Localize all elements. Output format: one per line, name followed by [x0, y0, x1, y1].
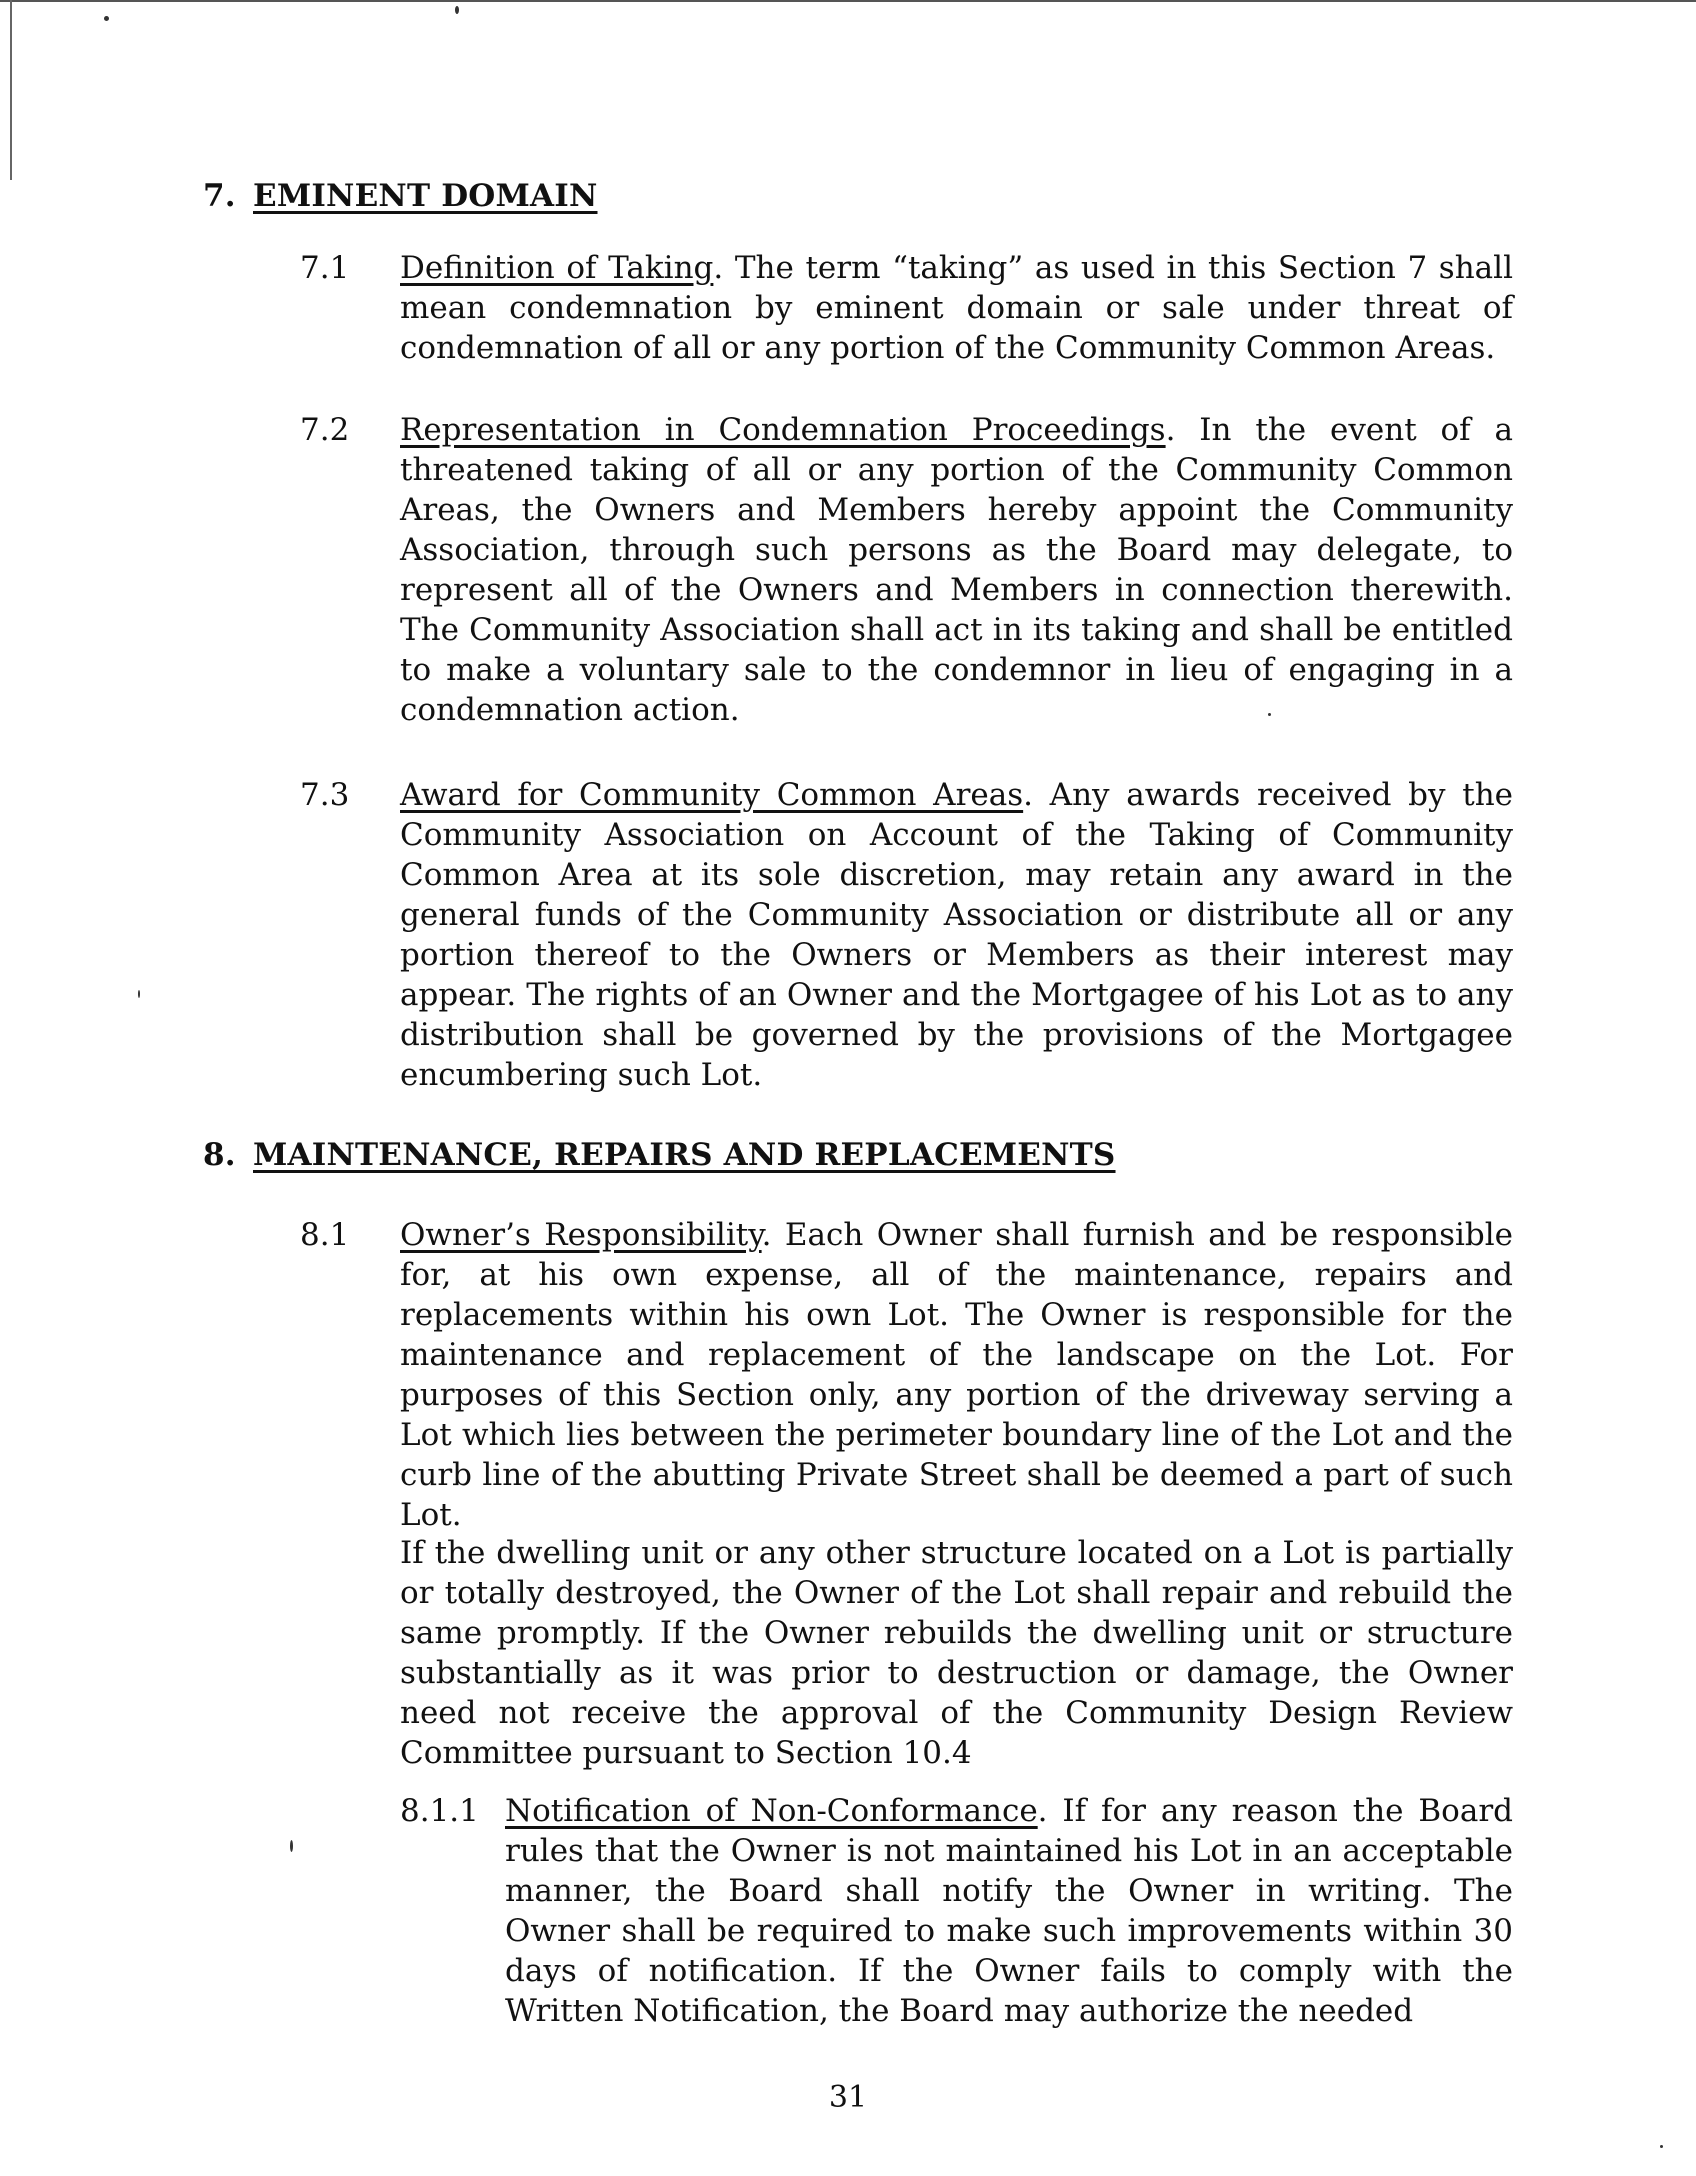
clause-7-2	[300, 410, 1513, 730]
clause-text: . Each Owner shall furnish and be responsible for, at his own expense, all of the maintenance, repairs and replacements within his own Lot. The Owner is responsible for the maintenance and replacement of the landscape on the Lot. For purposes of this Section only, any portion of the driveway serving a Lot which lies between the perimeter boundary line of the Lot and the curb line of the abutting Private Street shall be deemed a part of such Lot.	[400, 1217, 1513, 1533]
section-number: 7.	[203, 178, 236, 214]
clause-number: 7.1	[300, 250, 350, 286]
scan-speck	[1660, 2145, 1663, 2148]
clause-body	[400, 775, 1513, 1095]
clause-text: . If for any reason the Board rules that the Owner is not maintained his Lot in an acceptable manner, the Board shall notify the Owner in writing. The Owner shall be required to make such improvements within 30 days of notification. If the Owner fails to comply with the Written Notification, the Board may authorize the needed	[505, 1793, 1513, 2029]
section-7-heading	[203, 178, 598, 214]
clause-number: 8.1.1	[400, 1793, 479, 1829]
page-number: 31	[828, 2080, 868, 2115]
clause-title: Notification of Non-Conformance	[505, 1793, 1038, 1829]
clause-title: Award for Community Common Areas	[400, 777, 1024, 813]
clause-body	[400, 1215, 1513, 1535]
scan-speck	[104, 16, 109, 21]
section-number: 8.	[203, 1137, 236, 1173]
clause-title: Representation in Condemnation Proceedings	[400, 412, 1166, 448]
scan-speck	[455, 6, 459, 14]
clause-7-3	[300, 775, 1513, 1095]
clause-8-1-paragraph-2	[400, 1533, 1513, 1773]
scan-speck	[290, 1840, 293, 1852]
clause-8-1-1	[400, 1791, 1513, 2031]
section-title: EMINENT DOMAIN	[253, 178, 598, 214]
section-title: MAINTENANCE, REPAIRS AND REPLACEMENTS	[253, 1137, 1116, 1173]
scan-edge-left	[10, 0, 12, 180]
section-8-heading	[203, 1137, 1116, 1173]
clause-text: . Any awards received by the Community Association on Account of the Taking of Community Common Area at its sole discretion, may retain any award in the general funds of the Community Association or distribute all or any portion thereof to the Owners or Members as their interest may appear. The rights of an Owner and the Mortgagee of his Lot as to any distribution shall be governed by the provisions of the Mortgagee encumbering such Lot.	[400, 777, 1514, 1093]
scan-speck	[138, 990, 140, 998]
paragraph-text: If the dwelling unit or any other structure located on a Lot is partially or totally destroyed, the Owner of the Lot shall repair and rebuild the same promptly. If the Owner rebuilds the dwelling unit or structure substantially as it was prior to destruction or damage, the Owner need not receive the approval of the Community Design Review Committee pursuant to Section 10.4	[400, 1535, 1513, 1771]
clause-number: 7.2	[300, 412, 350, 448]
clause-title: Definition of Taking	[400, 250, 714, 286]
clause-text: . The term “taking” as used in this Section 7 shall mean condemnation by eminent domain or sale under threat of condemnation of all or any portion of the Community Common Areas.	[400, 250, 1513, 366]
clause-7-1	[300, 248, 1513, 368]
clause-8-1	[300, 1215, 1513, 1535]
scan-speck	[1268, 713, 1271, 716]
clause-body	[400, 410, 1513, 730]
clause-number: 8.1	[300, 1217, 350, 1253]
clause-title: Owner’s Responsibility	[400, 1217, 762, 1253]
scan-edge-top	[0, 0, 1696, 2]
clause-text: . In the event of a threatened taking of all or any portion of the Community Common Areas, the Owners and Members hereby appoint the Community Association, through such persons as the Board may delegate, to represent all of the Owners and Members in connection therewith. The Community Association shall act in its taking and shall be entitled to make a voluntary sale to the condemnor in lieu of engaging in a condemnation action.	[400, 412, 1513, 728]
clause-body	[505, 1791, 1513, 2031]
clause-number: 7.3	[300, 777, 350, 813]
clause-body	[400, 248, 1513, 368]
